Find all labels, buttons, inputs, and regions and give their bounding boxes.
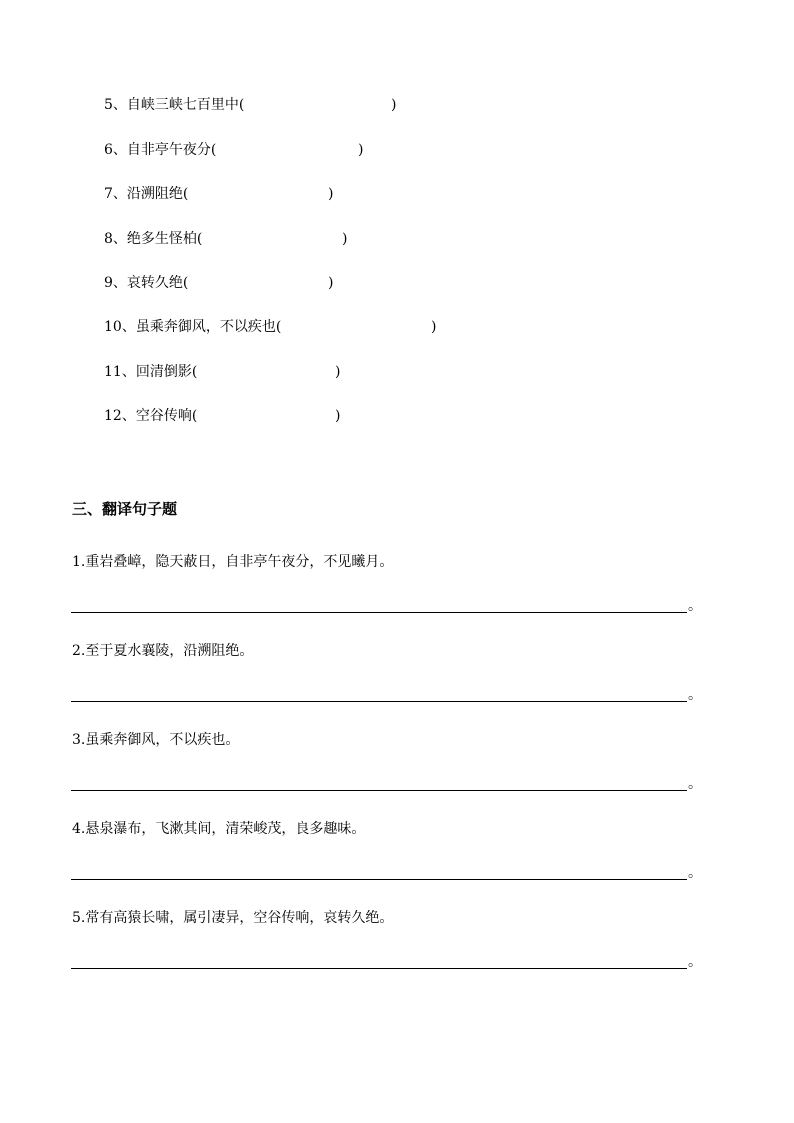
answer-end-mark: 。	[688, 865, 702, 881]
vocab-item	[104, 317, 437, 337]
answer-line[interactable]	[71, 879, 687, 880]
answer-line[interactable]	[71, 790, 687, 791]
vocab-item-text: 8、绝多生怪柏(	[104, 231, 203, 247]
answer-line[interactable]	[71, 968, 687, 969]
answer-end-mark: 。	[688, 687, 702, 703]
vocab-item-text: 6、自非亭午夜分(	[104, 142, 217, 158]
vocab-item-close-paren: )	[342, 231, 348, 247]
vocab-item	[104, 406, 341, 426]
vocab-item-text: 5、自峡三峡七百里中(	[104, 97, 245, 113]
section-title: 三、翻译句子题	[72, 500, 178, 518]
vocab-item-close-paren: )	[335, 408, 341, 424]
vocab-item-text: 11、回清倒影(	[104, 364, 198, 380]
answer-end-mark: 。	[688, 776, 702, 792]
answer-end-mark: 。	[688, 954, 702, 970]
vocab-item	[104, 184, 334, 204]
vocab-item-text: 7、沿溯阻绝(	[104, 186, 189, 202]
translation-sentence: 3.虽乘奔御风，不以疾也。	[72, 732, 240, 748]
translation-sentence: 5.常有高猿长啸，属引凄异，空谷传响，哀转久绝。	[72, 910, 394, 926]
vocab-item-close-paren: )	[358, 142, 364, 158]
vocab-item	[104, 229, 348, 249]
answer-end-mark: 。	[688, 598, 702, 614]
vocab-item-close-paren: )	[328, 275, 334, 291]
translation-sentence: 2.至于夏水襄陵，沿溯阻绝。	[72, 643, 254, 659]
vocab-item-text: 12、空谷传响(	[104, 408, 198, 424]
vocab-item-text: 10、虽乘奔御风，不以疾也(	[104, 319, 282, 335]
vocab-item-close-paren: )	[431, 319, 437, 335]
vocab-item	[104, 362, 341, 382]
vocab-item	[104, 95, 397, 115]
vocab-item-close-paren: )	[335, 364, 341, 380]
translation-sentence: 4.悬泉瀑布，飞漱其间，清荣峻茂，良多趣味。	[72, 821, 366, 837]
translation-sentence: 1.重岩叠嶂，隐天蔽日，自非亭午夜分，不见曦月。	[72, 554, 394, 570]
vocab-item-close-paren: )	[391, 97, 397, 113]
vocab-item	[104, 273, 334, 293]
answer-line[interactable]	[71, 612, 687, 613]
vocab-item-text: 9、哀转久绝(	[104, 275, 189, 291]
answer-line[interactable]	[71, 701, 687, 702]
vocab-item-close-paren: )	[328, 186, 334, 202]
vocab-item	[104, 140, 364, 160]
